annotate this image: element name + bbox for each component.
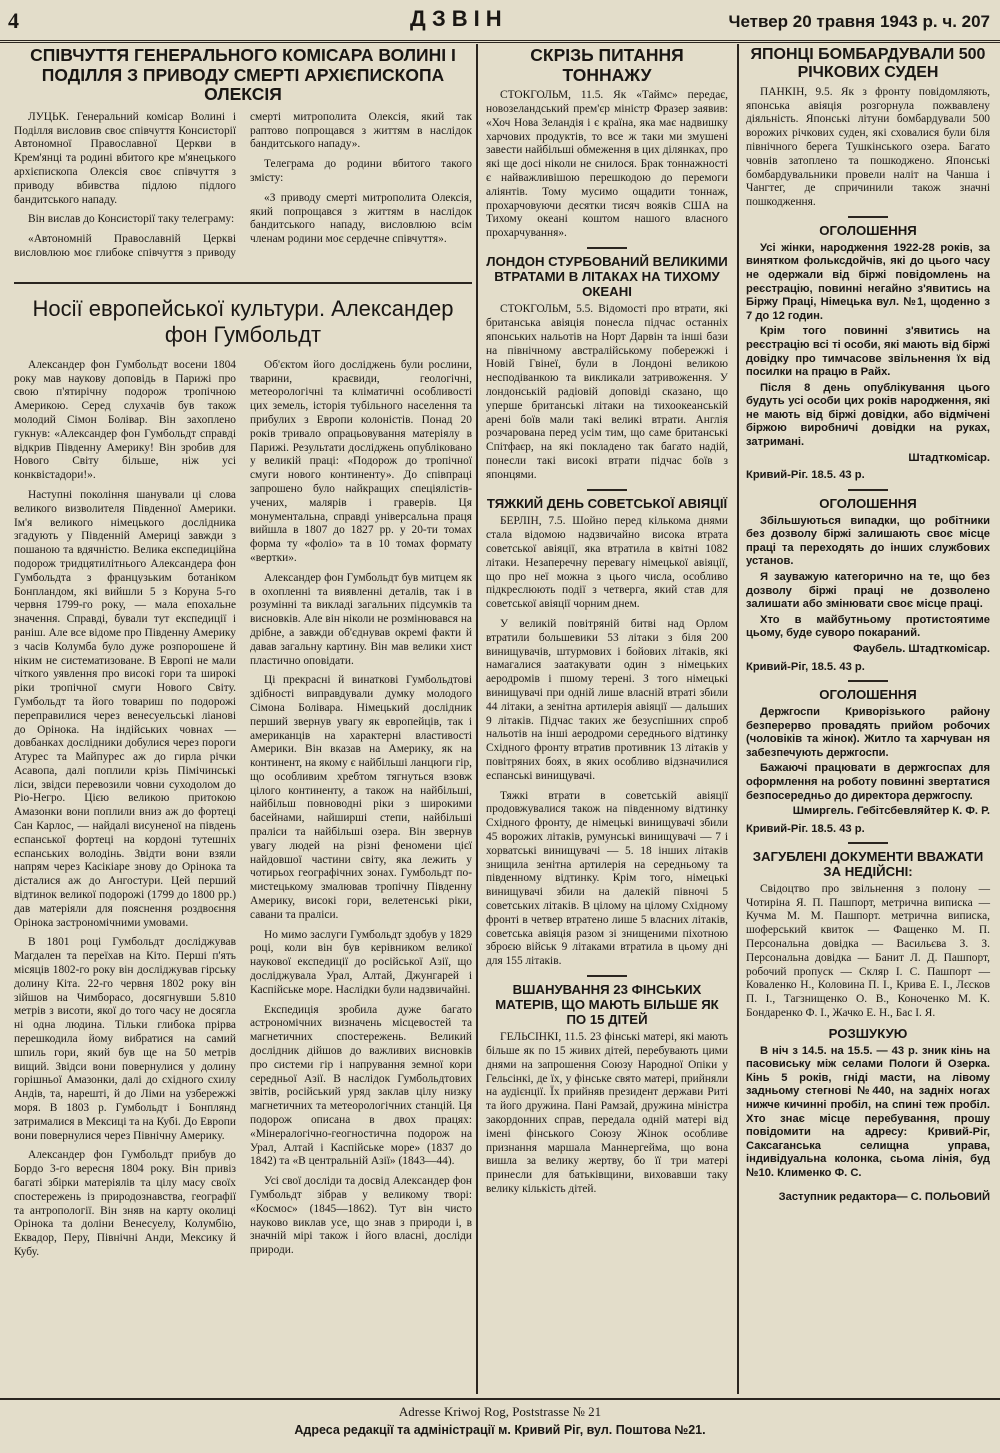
announcement-labor-registration [746, 224, 990, 483]
soviet-aviation-article [486, 497, 728, 969]
london-article [486, 255, 728, 483]
tonnage-article [486, 46, 728, 241]
divider [587, 247, 627, 249]
paragraph: Я зауважую категорично на те, що без дозволу біржі праці не дозволено залишати або змінювати своє місце праці. [746, 571, 990, 611]
paragraph: Після 8 день опублікування цього будуть усі особи цих років народження, які не мають від біржі довідки, або відмічені біржою виробничі довідки на руках, затримані. [746, 381, 990, 449]
divider [587, 489, 627, 491]
paragraph: СТОКГОЛЬМ, 5.5. Відомості про втрати, які британська авіяція понесла підчас останніх японських нальотів на Норт Дарвін та інші бази на північному австралійському побережжі і Новій Гвінеї, були в Лондоні великою несподіванкою та викликали затривоження. У лондонській радіовій доповіді сказано, що уперше британські літаки на тихоокеанській арені боїв мали такі великі втрати. Англія розчарована перед усім тим, що саме британські Спітфаєр, на які покладено так багато надій, понесли такі високі втрати підчас боїв з японцями. [486, 303, 728, 481]
place-date: Кривий-Ріг, 18.5. 43 р. [746, 660, 865, 673]
article-title: ЯПОНЦІ БОМБАРДУВАЛИ 500 РІЧКОВИХ СУДЕН [750, 46, 986, 81]
paragraph: Об'єктом його досліджень були рослини, тварини, краєвиди, геологічні, метеорологічні та кліматичні особливості цих земель, історія тубільного населення та прибулих з Европи колоністів. Понад 20 років тривало опрацьовування матеріялу в Парижі. Результати досліджень опубліковано у великій праці: «Подорож до тропічної смуги нового континенту». До співпраці запрошено було найкращих спеціялістів-учених, малярів і граверів. Ця монументальна, справді універсальна праця вийшла в 1807 до 1827 рр. у 20-ти томах форма ту «фоліо» та в 10 томах формату «вертки». [250, 358, 472, 564]
divider [848, 680, 888, 682]
wanted-notice [746, 1027, 990, 1181]
divider [587, 975, 627, 977]
paragraph: Тяжкі втрати в советській авіяції продовжувалися також на південному відтинку Східного фронту, де німецькі винищувачі збили 45 ворожих літаків, румунські винищувачі — 7 і хорватські винищувачі — 5. 18 інших літаків знищила зенітна артилерія на середньому та південному відтинку. Крім того, німецькі винищувачі збили на далекій півночі 5 советських літаків. В цілому на цілому Східному фронті в четвер втратено лише 5 власних літаків, советська авіяція разом зі знищеними піхотною зброєю військ 9 літаками втратила в цьому дні для 155 літаків. [486, 789, 728, 968]
address-german: Adresse Kriwoj Rog, Poststrasse № 21 [398, 1404, 602, 1419]
finnish-mothers-article [486, 983, 728, 1197]
paragraph: Свідоцтво про звільнення з полону — Чотиріна Я. П. Пашпорт, метрична виписка — Кучма М. М. Пашпорт. метрична виписка, шоферський квиток — Фащенко М. П. Персональна довідка — Васильєва З. З. Персональна довідка — Банит Л. Д. Пашпорт, робочий пропуск — Скляр І. С. Пашпорт — Коваленко Н., Коловина П. І., Крива Е. І., Лєсков П. І., Тагзнищенко О. В., Коноченко М. К. Бондаренко Ф. І., Жачко Е. Н., Бас І. Я. [746, 882, 990, 1020]
article-title: ВШАНУВАННЯ 23 ФІНСЬКИХ МАТЕРІВ, ЩО МАЮТЬ БІЛЬШЕ ЯК ПО 15 ДІТЕЙ [495, 981, 719, 1027]
paragraph: Бажаючі працювати в держгоспах для оформлення на роботу повинні звертатися безпосередньо до директора держгоспу. [746, 762, 990, 802]
condolence-article [14, 46, 472, 261]
column-rule-left-top [476, 44, 478, 1394]
address-ukrainian: Адреса редакції та адміністрації м. Кривий Ріг, вул. Поштова №21. [294, 1423, 706, 1437]
divider [848, 489, 888, 491]
article-title: СКРІЗЬ ПИТАННЯ ТОННАЖУ [530, 45, 684, 85]
article-body [486, 303, 728, 482]
column-rule-right [737, 44, 739, 1394]
paragraph: У великій повітряній битві над Орлом втратили большевики 53 літаки з біля 200 винищувачів, штурмових і бойових літаків, які намагалися заатакувати один з німецьких аеродромів і пшому терені. З того німецькі винищувачі при одній лише власній втраті збили 44 літаки, а зенітна артилерія авіяції — дальших 9 літаків. Підчас таких же безуспішних спроб нальотів на інші аеродроми середнього відтинку Східного фронту втратив противник 13 літаків у повітряних боях, в яких особливо відзначилися еспанські винищувачі. [486, 618, 728, 782]
lost-documents [746, 850, 990, 1021]
announcement-heading: ЗАГУБЛЕНІ ДОКУМЕНТИ ВВАЖАТИ ЗА НЕДІЙСНІ: [752, 849, 984, 880]
article-body [486, 89, 728, 241]
page-footer [0, 1403, 1000, 1439]
paragraph: ГЕЛЬСІНКІ, 11.5. 23 фінські матері, які мають більше як по 15 живих дітей, перебувають цими днями на запрошення Союзу Народної Опіки у Гельсінкі, де їх, у фінське свято матері, прийняли на аудієнції. Їх прийняв президент держави Риті та його дружина. Пані Рамзай, дружина міністра закордонних справ, передала одній матері від імені фінського Союзу Жінок особливе признання маршала Маннергейма, що вона вишла за велику жертву, бо її три матері принесли для батьківщини, виховавши таку велику кількість дітей. [486, 1031, 728, 1196]
announcement-heading: ОГОЛОШЕННЯ [819, 687, 917, 703]
paragraph: Но мимо заслуги Гумбольдт здобув у 1829 році, коли він був керівником великої наукової експедиції до російської Азії, що досліджувала Урал, Алтай, Джунгарей і Каспійське море. Наслідки були надзвичайні. [250, 928, 472, 996]
place-date: Кривий-Ріг. 18.5. 43 р. [746, 822, 865, 835]
announcement-body [746, 706, 990, 836]
paragraph: Усі жінки, народження 1922-28 років, за винятком фольксдойчів, які до цього часу не одержали від біржі повідомлень на реєстрацію, повинні негайно з'явитись на Біржу Праці, Німецька вул. №1, щоденно з 7 до 12 годин. [746, 241, 990, 322]
announcement-body [746, 515, 990, 675]
paragraph: ЛУЦЬК. Генеральний комісар Волині і Поділля висловив своє співчуття Консисторії Автономної Православної Церкви в Крем'янці та родині вбитого кре м'янецького архієпископа Олексія своє співчуття з приводу вбивства підлою підлого бандитського нападу. [14, 110, 236, 206]
paragraph: Александер фон Гумбольдт був митцем як в охопленні та виявленні деталів, так і в розумінні та викладі загальних підсумків та висновків. Але він ніколи не розмінювався на дрібне, а завжди об'єднував окремі факти й давав загальну картину. Він мав велики хист пластично оповідати. [250, 571, 472, 667]
middle-column [486, 46, 728, 1197]
article-body [486, 1031, 728, 1197]
paragraph: В 1801 році Гумбольдт досліджував Магдален та переїхав на Кіто. Перші п'ять місяців 1802-го року він досліджував гірську долину Кіта. 22-го червня 1802 року він зійшов на Чимборасо, досягнувши 5.810 метрів з висоти, якої до того часу не досягла ні одна людина. Тільки глибока прірва перешкодила йому вибратися на самий шпиль гори, який був ще на 50 метрів вищий. Звідси вони повернулися у долину горішньої Амазонки, далі до східного схилу Андів, та, нарешті, й до Ліми на узбережжі моря. В 1803 р. Гумбольдт і Бонплянд затрималися в Мексиці та на Кубі. До Европи вони повернулися через Північну Америку. [14, 936, 236, 1142]
article-title: Носії европейської культури. Александер фон Гумбольдт [32, 296, 454, 348]
page-header [0, 0, 1000, 43]
article-body [14, 111, 472, 261]
announcement-job-change [746, 497, 990, 674]
footer-rule [0, 1398, 1000, 1400]
signature: Штадткомісар. [908, 451, 990, 464]
paragraph: Наступні покоління шанували ці слова великого визволителя Південної Америки. Ім'я великого німецького дослідника згадують у Південній Америці завжди з пошаною та вдячністю. Велика експедиційна подорож тридцятилітнього Александера фон Гумбольдта з французьким ботаніком Бонпландом, які вийшли 5 з Коруна 5-го червня 1799-го року, — мала епохальне значення. Справді, бували тут експедиції і раніш. Але все відоме про Південну Америку з часів Колумба було дуже розпорошене й ніким не систематизоване. В Европі не мали чіткого уявлення про високі гори та широкі ріки тропічної смуги Нового Світу. Гумбольдт та його товариш по подорожі переправилися через венесуельські ліанові до Орінока. На індійських човнах — довбанках дослідники добулися через пороги Атурес та Майпурес аж до гирла річки Асавопа, далі поплили крізь Пімічинські ліси, звідси перевозили човни суходолом до Ріо-Негро. Цією великою притокою Амазонки вони поплили вниз аж до фортеці Сан Карлос, — найдалі висуненої на південь еспанської фортеці на кордоні тутешніх еспанських володінь. Звідти вони взяли напрям через Касікіаре знову до Орінока та дісталися аж до Ангостури. Цей перший відтинок великої подорожі (1799 до 1800 рр.) дав матеріяли для пояснення роздвоєння Орінока застрономічними умовами. [14, 488, 236, 929]
editor-line: Заступник редактора— С. ПОЛЬОВИЙ [778, 1190, 990, 1203]
japan-article [746, 46, 990, 210]
paragraph: Хто в майбутньому протистоятиме цьому, буде суворо покараний. [746, 613, 990, 640]
page-number: 4 [8, 8, 19, 33]
divider [848, 216, 888, 218]
paragraph: Держгоспи Криворізького району безперерво провадять прийом робочих (чоловіків та жінок). Житло та харчуван ня забезпечують держгоспи. [746, 705, 990, 759]
paragraph: Крім того повинні з'явитись на реєстрацію всі ті особи, які мають від біржі довідку про тимчасове звільнення їх від посилки на працю в Райх. [746, 325, 990, 379]
announcement-state-farms [746, 688, 990, 836]
date-line: Четвер 20 травня 1943 р. ч. 207 [728, 12, 990, 31]
announcement-body [746, 1045, 990, 1181]
announcement-heading: РОЗШУКУЮ [828, 1025, 908, 1041]
humboldt-article [14, 296, 472, 1262]
paragraph: Усі свої досліди та досвід Александер фон Гумбольдт зібрав у великому творі: «Космос» (1845—1862). Тут він чисто науково виклав усе, що знав з природи і, в значній мірі також і його власні, досліди природи. [250, 1175, 472, 1257]
announcement-body [746, 242, 990, 483]
paragraph: В ніч з 14.5. на 15.5. — 43 р. зник кінь на пасовиську між селами Пологи й Озерка. Кінь 5 років, гніді масти, на лівому задньому стегнові №440, на задніх ногах нижче кичинні пробіл, на спині теж пробіл. Хто знає місце перебування, прошу повідомити на адресу: Кривий-Ріг, Саксаганська селищна управа, індивідуальна колонка, сьома лінія, буд №10. Клименко Ф. С. [746, 1044, 990, 1179]
right-column [746, 46, 990, 1204]
paragraph: Александер фон Гумбольдт восени 1804 року мав наукову доповідь в Парижі про свою п'ятирічну подорож тропічною Америкою. Серед слухачів був також молодий Сімон Болівар. Він захопленo гукнув: «Александер фон Гумбольдт справді відкрив Південну Америку! Він зробив для Нового Світу більше, ніж усі конквістадори!». [14, 358, 236, 482]
article-title: ЛОНДОН СТУРБОВАНИЙ ВЕЛИКИМИ ВТРАТАМИ В ЛІТАКАХ НА ТИХОМУ ОКЕАНІ [486, 253, 728, 299]
paragraph: СТОКГОЛЬМ, 11.5. Як «Таймс» передає, новозеландський прем'єр міністр Фразер заявив: «Хоч Нова Зеландія і є країна, яка має надвишку харчових продуктів, то все ж таки ми змушені завести найбільші обмеження в цих ділянках, про які ще досі ніколи не снилося. Брак тоннажності є найважливішою перешкодою до перемоги аліянтів. Тому мусимо ощадити тоннаж, прохарчовуючи десятки тисяч вояків США на Тихому океані коштом нашого власного прохарчування». [486, 89, 728, 240]
article-body [486, 515, 728, 969]
announcement-body [746, 883, 990, 1021]
paragraph: «З приводу смерті митрополита Олексія, який попрощався з життям в наслідок бандитського нападу, висловлюю всім членам родини моє сердечне співчуття». [250, 191, 472, 246]
newspaper-name: ДЗВІН [410, 6, 508, 31]
paragraph: Александер фон Гумбольдт прибув до Бордо 3-го вересня 1804 року. Він привіз багаті збірки матеріялів та цілу масу своїх спостережень із природознавства, географії та антропології. Він зняв на карту околиці Орінока та доліни Венесуелу, Колумбію, Еквадор, Перу, Північні Анди, Мексику й Кубу. [14, 1149, 236, 1258]
signature: Шмиргель. Гебітсбевляйтер К. Ф. Р. [792, 805, 990, 818]
article-body [14, 359, 472, 1262]
paragraph: «Автономній Православній Церкві висловлюю моє глибоке співчуття з приводу смерті митрополита Олексія, який так раптово попрощався з життям в наслідок бандитського нападу». [14, 110, 472, 259]
signature: Фаубель. Штадткомісар. [853, 642, 990, 655]
announcement-heading: ОГОЛОШЕННЯ [819, 222, 917, 238]
article-title: СПІВЧУТТЯ ГЕНЕРАЛЬНОГО КОМІСАРА ВОЛИНІ І ПОДІЛЛЯ З ПРИВОДУ СМЕРТІ АРХІЄПИСКОПА ОЛЕКСІЯ [30, 45, 456, 105]
paragraph: Ці прекрасні й винаткові Гумбольдтові здібності виправдували думку молодого Сімона Болівара. Німецький дослідник перший звернув увагу як европейців, так і американців на характерні властивості Америки. Він вказав на Америку, як на континент, на якому є найбільші ланцюги гір, що особливим хребтом тягнуться взовж цілого континенту, а також на найбільші, найбільш повноводні ріки з широкими басейнами, найширші степи, найбільші праліси та найбільші озера. Він звернув увагу людей на різні феномени цієї найдовшої частини світу, яка лежить у чотирьох географічних зонах. Гумбольдт по-мистецькому змалював тропічну Південну Америку, високі гори, велетенські ріки, савани та праліси. [250, 674, 472, 921]
paragraph: Він вислав до Консисторії таку телеграму: [28, 213, 235, 226]
paragraph: БЕРЛІН, 7.5. Шойно перед кількома днями стала відомою надзвичайно висока втрата советської авіяції, яка втратила в квітні 1082 літаки. Незаперечну перевагу німецької авіяції, що про неї можна з цього числа, особливо підкреслюють події з четверга, який став для советської авіяції чорним днем. [486, 515, 728, 611]
paragraph: Телеграма до родини вбитого такого змісту: [250, 158, 472, 184]
paragraph: ПАНКІН, 9.5. Як з фронту повідомляють, японська авіяція розгорнула пожвавлену діяльність. Японські літуни бомбардували 500 ворожих річкових суден, які сховалися були біля північного берега Тушкінського озера. Багато човнів затоплено та пошкоджено. Японські бомбардувальники провели наліт на Чанша і Чангтег, де спричинили також значні пошкодження. [746, 85, 990, 209]
paragraph: Експедиція зробила дуже багато астрономічних визначень місцевостей та магнетичних спостережень. Великий дослідник дійшов до важливих висновків про системи гір і напрування земної кори середньої Азії. В наслідок Гумбольдтових звітів, російський уряд заклав цілу низку магнетичних та метеорологічних станцій. Ця подорож описана в двох працях: «Мінералогічно-геогностична подорож на Урал, Алтай і Каспійське море» (1837 до 1842) та «В центральній Азії» (1843—44). [250, 1003, 472, 1168]
place-date: Кривий-Ріг. 18.5. 43 р. [746, 469, 865, 482]
separator-under-condolence [14, 282, 472, 284]
article-body [746, 86, 990, 210]
announcement-heading: ОГОЛОШЕННЯ [819, 495, 917, 511]
paragraph: Збільшуються випадки, що робітники без дозволу біржі залишають своє місце праці та переходять до інших службових установ. [746, 514, 990, 568]
article-title: ТЯЖКИЙ ДЕНЬ СОВЕТСЬКОЇ АВІЯЦІЇ [486, 495, 728, 511]
divider [848, 842, 888, 844]
